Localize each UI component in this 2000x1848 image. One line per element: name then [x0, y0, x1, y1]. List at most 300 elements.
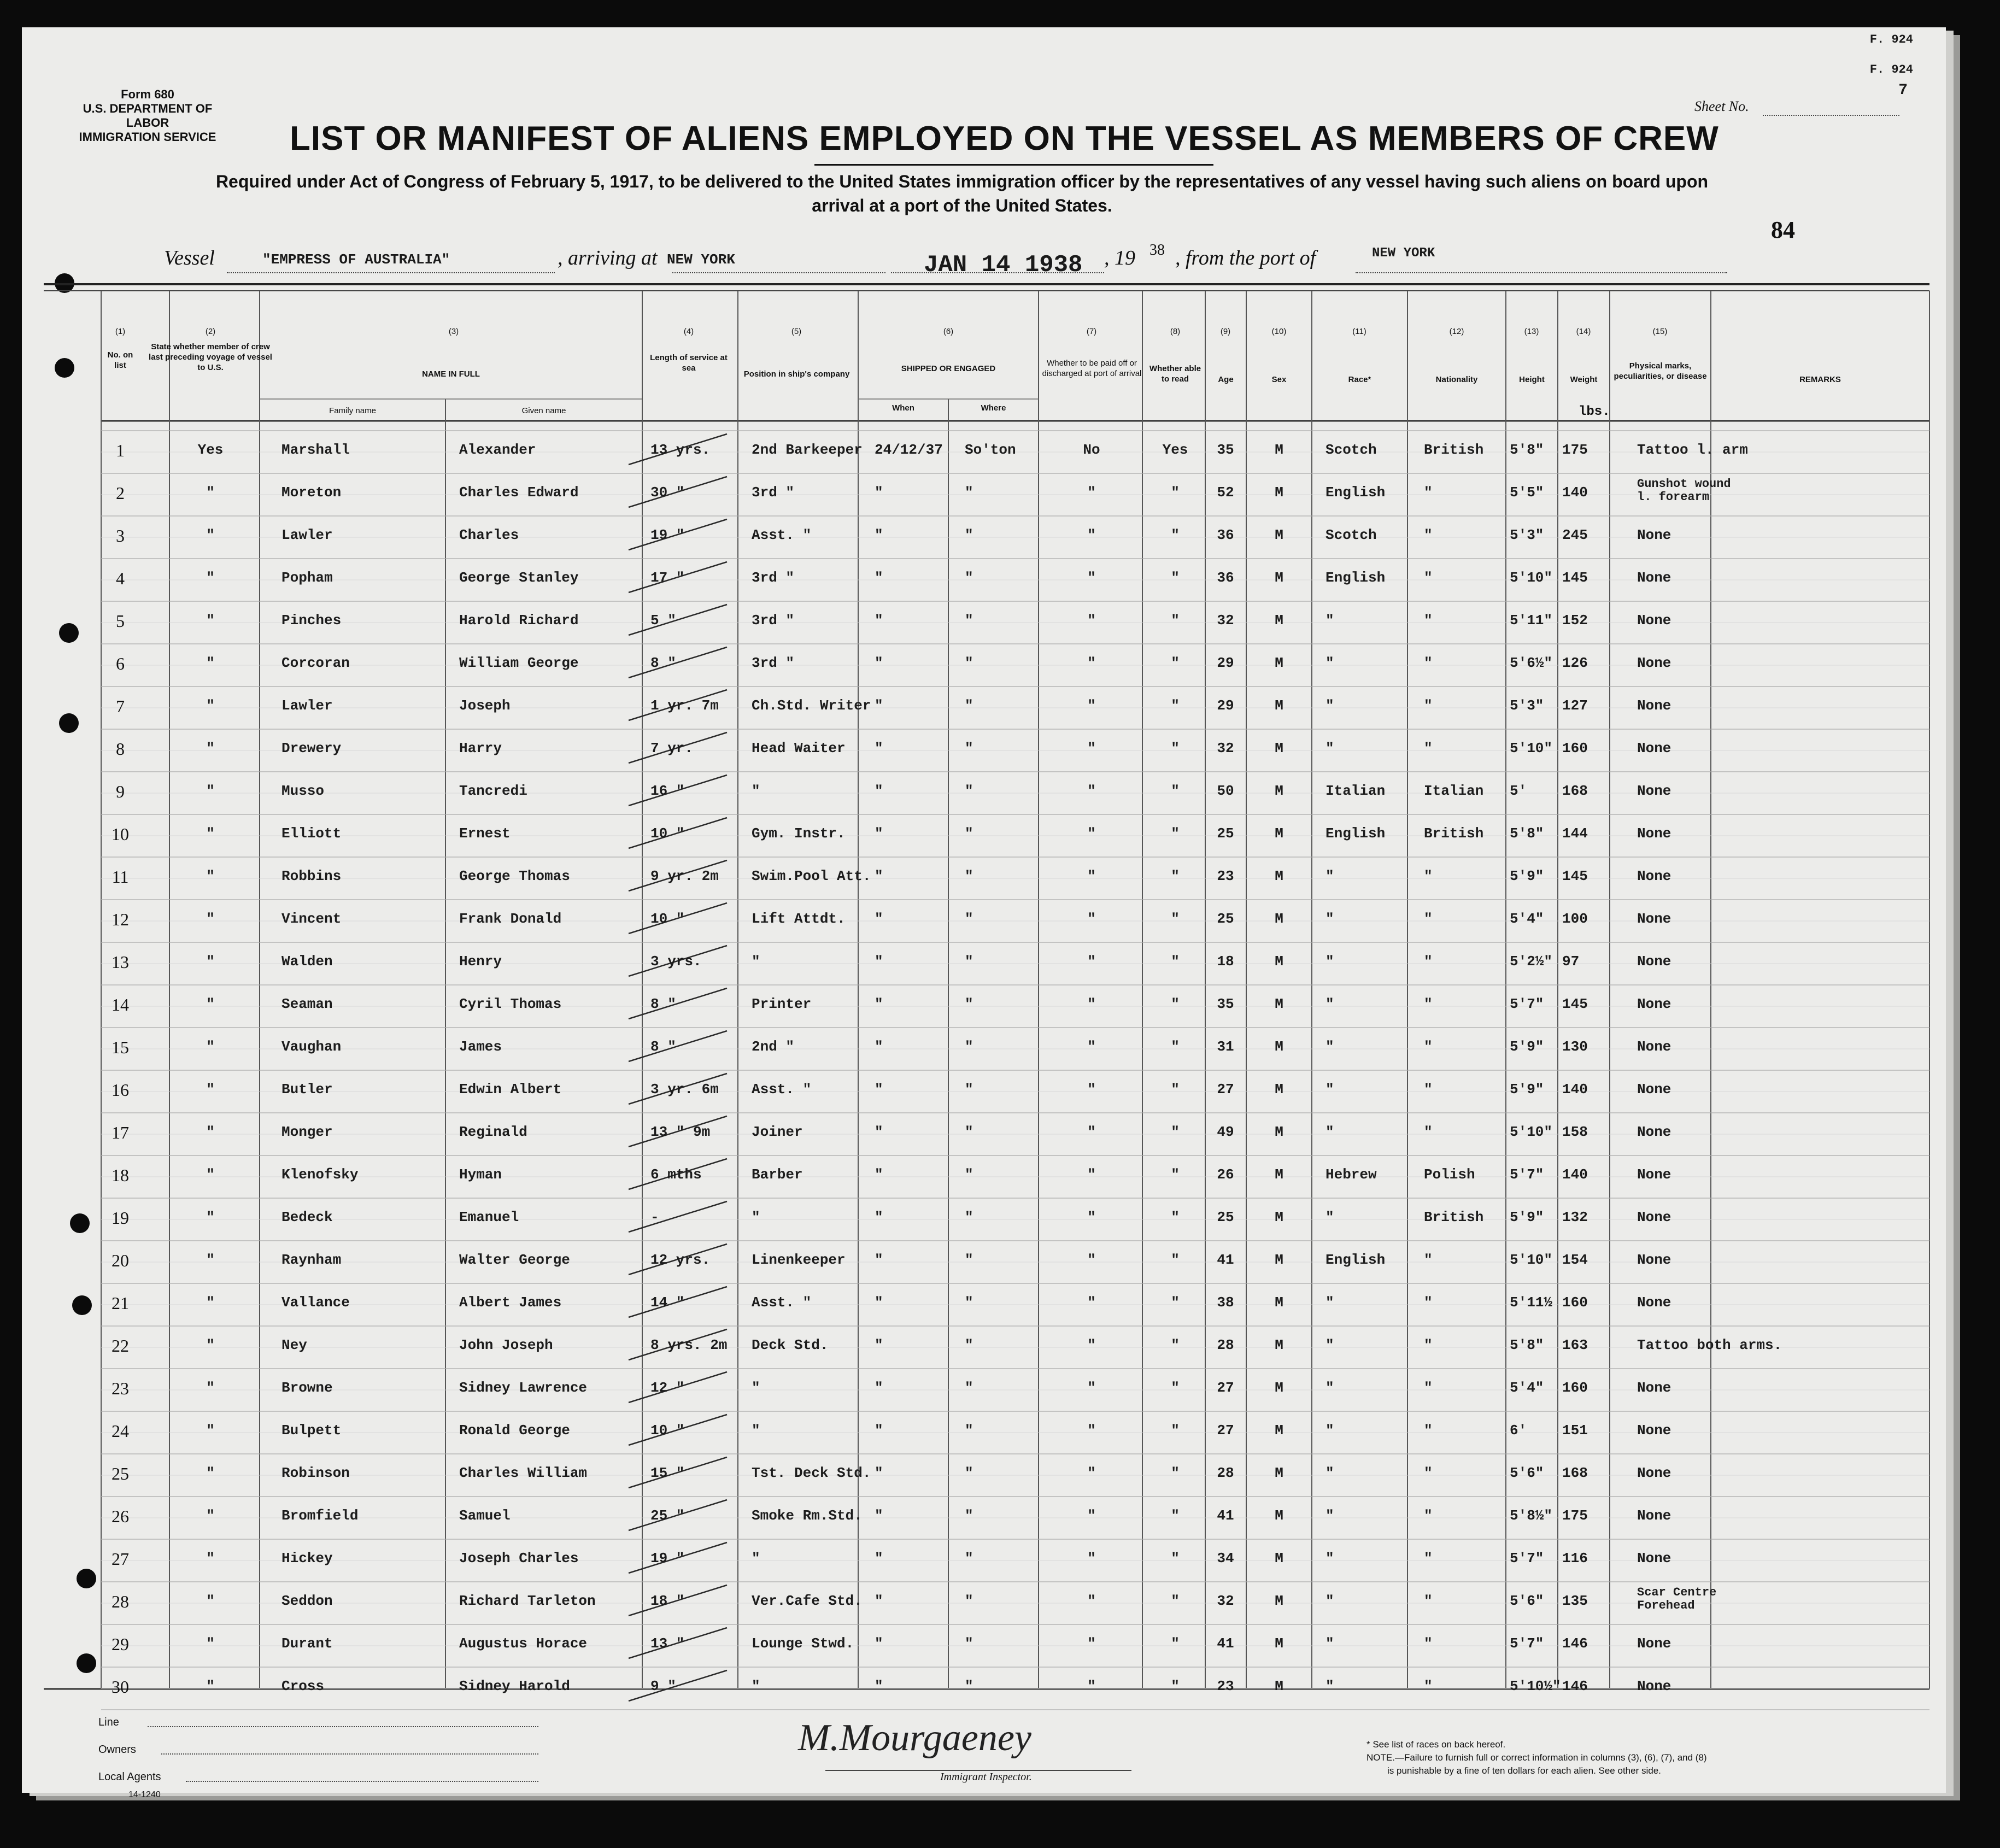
- cell-position: ": [752, 1550, 760, 1567]
- row-number: 17: [112, 1123, 129, 1142]
- cell-given: Samuel: [459, 1507, 511, 1524]
- cell-position: Smoke Rm.Std.: [752, 1507, 863, 1524]
- cell-when: ": [875, 1166, 883, 1183]
- cell-marks: None: [1637, 996, 1671, 1012]
- cell-race: English: [1325, 484, 1386, 501]
- cell-weight: 160: [1562, 740, 1588, 756]
- cell-weight: 146: [1562, 1678, 1588, 1694]
- cell-weight: 168: [1562, 1465, 1588, 1481]
- row-number: 15: [112, 1037, 129, 1057]
- cell-read: ": [1171, 1507, 1180, 1524]
- cell-sex: M: [1275, 953, 1283, 970]
- cell-where: ": [965, 1465, 973, 1481]
- cell-weight: 144: [1562, 825, 1588, 842]
- cell-family: Robinson: [281, 1465, 350, 1481]
- cell-weight: 151: [1562, 1422, 1588, 1439]
- cell-read: ": [1171, 1593, 1180, 1609]
- cell-when: 24/12/37: [875, 442, 943, 458]
- cell-read: ": [1171, 1081, 1180, 1098]
- header-race: Race*: [1348, 375, 1371, 384]
- cell-age: 35: [1217, 442, 1234, 458]
- cell-nat: ": [1424, 612, 1433, 629]
- cell-height: 5'4": [1510, 1380, 1544, 1396]
- cell-age: 38: [1217, 1294, 1234, 1311]
- row-number: 10: [112, 824, 129, 844]
- cell-height: 5'4": [1510, 911, 1544, 927]
- column-number: (6): [943, 327, 954, 336]
- cell-family: Lawler: [281, 697, 333, 714]
- cell-where: ": [965, 1209, 973, 1225]
- print-code: 14-1240: [128, 1790, 161, 1799]
- cell-read: ": [1171, 697, 1180, 714]
- cell-family: Moreton: [281, 484, 342, 501]
- cell-paid: ": [1087, 484, 1096, 501]
- from-port-label: , from the port of: [1175, 247, 1316, 269]
- cell-prev: ": [206, 527, 215, 543]
- cell-given: John Joseph: [459, 1337, 553, 1353]
- cell-height: 5'10": [1510, 570, 1553, 586]
- row-number: 19: [112, 1208, 129, 1228]
- cell-marks: Scar Centre Forehead: [1637, 1586, 1717, 1612]
- form-stamp-second: F. 924: [1869, 63, 1913, 77]
- cell-height: 5'9": [1510, 1209, 1544, 1225]
- cell-service: 17 ": [650, 570, 685, 586]
- cell-marks: None: [1637, 740, 1671, 756]
- header-where: Where: [981, 403, 1006, 413]
- cell-sex: M: [1275, 868, 1283, 884]
- cell-nat: ": [1424, 996, 1433, 1012]
- cell-service: 13 ": [650, 1635, 685, 1652]
- cell-nat: ": [1424, 1124, 1433, 1140]
- cell-position: Swim.Pool Att.: [752, 868, 871, 884]
- cell-paid: No: [1083, 442, 1100, 458]
- row-number: 12: [112, 910, 129, 929]
- cell-prev: ": [206, 570, 215, 586]
- cell-position: Joiner: [752, 1124, 803, 1140]
- cell-family: Bromfield: [281, 1507, 359, 1524]
- cell-where: ": [965, 1422, 973, 1439]
- cell-sex: M: [1275, 783, 1283, 799]
- cell-height: 5'10": [1510, 1252, 1553, 1268]
- cell-service: 10 ": [650, 1422, 685, 1439]
- cell-marks: None: [1637, 1039, 1671, 1055]
- sheet-label: Sheet No.: [1694, 98, 1749, 114]
- table-grid: [22, 27, 1946, 1793]
- cell-marks: None: [1637, 1081, 1671, 1098]
- cell-sex: M: [1275, 1294, 1283, 1311]
- cell-weight: 145: [1562, 996, 1588, 1012]
- row-number: 29: [112, 1634, 129, 1654]
- cell-given: James: [459, 1039, 502, 1055]
- cell-where: ": [965, 868, 973, 884]
- cell-read: ": [1171, 570, 1180, 586]
- cell-prev: ": [206, 911, 215, 927]
- cell-given: Harold Richard: [459, 612, 579, 629]
- cell-nat: ": [1424, 1678, 1433, 1694]
- header-given-name: Given name: [521, 406, 566, 415]
- cell-when: ": [875, 1465, 883, 1481]
- cell-when: ": [875, 1593, 883, 1609]
- header-name-in-full: NAME IN FULL: [422, 369, 480, 379]
- cell-weight: 163: [1562, 1337, 1588, 1353]
- local-agents-label: Local Agents: [98, 1771, 161, 1783]
- cell-prev: ": [206, 1124, 215, 1140]
- cell-nat: Polish: [1424, 1166, 1475, 1183]
- cell-nat: ": [1424, 1380, 1433, 1396]
- cell-marks: None: [1637, 1380, 1671, 1396]
- header-no-on-list: No. on list: [107, 350, 133, 370]
- cell-age: 36: [1217, 570, 1234, 586]
- cell-family: Bedeck: [281, 1209, 333, 1225]
- subtitle-line-2: arrival at a port of the United States.: [812, 196, 1112, 215]
- row-number: 22: [112, 1336, 129, 1356]
- cell-age: 27: [1217, 1380, 1234, 1396]
- cell-given: Joseph Charles: [459, 1550, 579, 1567]
- row-number: 27: [112, 1549, 129, 1569]
- cell-read: ": [1171, 1635, 1180, 1652]
- cell-service: 19 ": [650, 527, 685, 543]
- arriving-port: NEW YORK: [667, 251, 735, 268]
- cell-paid: ": [1087, 953, 1096, 970]
- cell-paid: ": [1087, 911, 1096, 927]
- cell-sex: M: [1275, 1209, 1283, 1225]
- cell-where: ": [965, 1166, 973, 1183]
- cell-given: Sidney Harold: [459, 1678, 570, 1694]
- cell-given: Sidney Lawrence: [459, 1380, 588, 1396]
- cell-given: Ernest: [459, 825, 511, 842]
- cell-paid: ": [1087, 1124, 1096, 1140]
- cell-given: Alexander: [459, 442, 536, 458]
- cell-service: 6 mths: [650, 1166, 702, 1183]
- cell-service: 19 ": [650, 1550, 685, 1567]
- cell-service: 25 ": [650, 1507, 685, 1524]
- form-number: Form 680: [121, 87, 174, 101]
- cell-height: 5'5": [1510, 484, 1544, 501]
- cell-read: ": [1171, 911, 1180, 927]
- cell-where: ": [965, 484, 973, 501]
- cell-prev: ": [206, 1166, 215, 1183]
- cell-height: 6': [1510, 1422, 1527, 1439]
- grid-line: [629, 605, 727, 635]
- cell-position: ": [752, 783, 760, 799]
- cell-service: 9 ": [650, 1678, 676, 1694]
- row-number: 28: [112, 1592, 129, 1611]
- cell-weight: 160: [1562, 1380, 1588, 1396]
- cell-where: ": [965, 740, 973, 756]
- cell-weight: 175: [1562, 442, 1588, 458]
- cell-marks: None: [1637, 1252, 1671, 1268]
- cell-position: Printer: [752, 996, 812, 1012]
- cell-marks: None: [1637, 697, 1671, 714]
- cell-prev: ": [206, 740, 215, 756]
- year-prefix: , 19: [1104, 247, 1135, 269]
- cell-sex: M: [1275, 612, 1283, 629]
- cell-sex: M: [1275, 1337, 1283, 1353]
- cell-position: Barber: [752, 1166, 803, 1183]
- cell-service: 13 yrs.: [650, 442, 711, 458]
- cell-weight: 160: [1562, 1294, 1588, 1311]
- cell-race: ": [1325, 740, 1334, 756]
- cell-prev: ": [206, 996, 215, 1012]
- cell-race: Italian: [1325, 783, 1386, 799]
- cell-when: ": [875, 1337, 883, 1353]
- cell-when: ": [875, 911, 883, 927]
- cell-age: 50: [1217, 783, 1234, 799]
- cell-age: 41: [1217, 1252, 1234, 1268]
- row-number: 24: [112, 1421, 129, 1441]
- cell-position: 3rd ": [752, 655, 795, 671]
- cell-paid: ": [1087, 1507, 1096, 1524]
- cell-prev: ": [206, 655, 215, 671]
- cell-service: 30 ": [650, 484, 685, 501]
- cell-family: Ney: [281, 1337, 307, 1353]
- cell-age: 25: [1217, 1209, 1234, 1225]
- cell-weight: 146: [1562, 1635, 1588, 1652]
- cell-marks: None: [1637, 825, 1671, 842]
- cell-nat: ": [1424, 1550, 1433, 1567]
- cell-family: Elliott: [281, 825, 342, 842]
- cell-read: ": [1171, 484, 1180, 501]
- cell-position: Linenkeeper: [752, 1252, 846, 1268]
- cell-race: ": [1325, 655, 1334, 671]
- cell-family: Monger: [281, 1124, 333, 1140]
- manifest-sheet: [22, 27, 1946, 1799]
- cell-service: 18 ": [650, 1593, 685, 1609]
- cell-read: ": [1171, 1678, 1180, 1694]
- cell-paid: ": [1087, 1081, 1096, 1098]
- cell-weight: 140: [1562, 1081, 1588, 1098]
- cell-given: Richard Tarleton: [459, 1593, 596, 1609]
- cell-paid: ": [1087, 1550, 1096, 1567]
- cell-race: ": [1325, 1465, 1334, 1481]
- row-number: 11: [112, 867, 129, 887]
- column-number: (14): [1576, 327, 1591, 336]
- cell-nat: Italian: [1424, 783, 1484, 799]
- cell-when: ": [875, 1124, 883, 1140]
- cell-family: Cross: [281, 1678, 325, 1694]
- cell-height: 5'6": [1510, 1593, 1544, 1609]
- cell-marks: Tattoo both arms.: [1637, 1337, 1782, 1353]
- cell-paid: ": [1087, 996, 1096, 1012]
- cell-prev: ": [206, 825, 215, 842]
- cell-age: 25: [1217, 825, 1234, 842]
- row-number: 6: [116, 654, 125, 673]
- cell-where: ": [965, 1124, 973, 1140]
- cell-service: 13 " 9m: [650, 1124, 711, 1140]
- cell-paid: ": [1087, 1465, 1096, 1481]
- cell-height: 5': [1510, 783, 1527, 799]
- header-when: When: [892, 403, 914, 413]
- cell-prev: ": [206, 1507, 215, 1524]
- column-number: (2): [205, 327, 216, 336]
- cell-when: ": [875, 1294, 883, 1311]
- cell-position: ": [752, 953, 760, 970]
- cell-position: Lift Attdt.: [752, 911, 846, 927]
- cell-height: 5'8": [1510, 1337, 1544, 1353]
- cell-weight: 145: [1562, 868, 1588, 884]
- cell-race: ": [1325, 868, 1334, 884]
- cell-position: Ch.Std. Writer: [752, 697, 871, 714]
- cell-weight: 97: [1562, 953, 1580, 970]
- cell-nat: ": [1424, 1507, 1433, 1524]
- inspector-label: Immigrant Inspector.: [940, 1771, 1032, 1783]
- cell-nat: ": [1424, 1039, 1433, 1055]
- cell-marks: None: [1637, 1550, 1671, 1567]
- cell-paid: ": [1087, 1252, 1096, 1268]
- cell-given: Charles Edward: [459, 484, 579, 501]
- cell-age: 32: [1217, 1593, 1234, 1609]
- cell-position: Head Waiter: [752, 740, 846, 756]
- cell-where: ": [965, 612, 973, 629]
- cell-where: ": [965, 697, 973, 714]
- header-paid-off: Whether to be paid off or discharged at port of arrival: [1042, 359, 1142, 378]
- cell-height: 5'8": [1510, 825, 1544, 842]
- cell-marks: None: [1637, 1166, 1671, 1183]
- column-number: (15): [1652, 327, 1668, 336]
- cell-when: ": [875, 1252, 883, 1268]
- cell-age: 52: [1217, 484, 1234, 501]
- cell-when: ": [875, 1507, 883, 1524]
- row-number: 9: [116, 782, 125, 801]
- row-number: 16: [112, 1080, 129, 1100]
- cell-paid: ": [1087, 697, 1096, 714]
- cell-marks: None: [1637, 655, 1671, 671]
- cell-height: 5'7": [1510, 1166, 1544, 1183]
- cell-when: ": [875, 868, 883, 884]
- cell-service: 8 ": [650, 655, 676, 671]
- year-suffix: 38: [1149, 242, 1165, 259]
- cell-race: ": [1325, 1593, 1334, 1609]
- cell-when: ": [875, 825, 883, 842]
- line-label: Line: [98, 1716, 119, 1728]
- cell-service: -: [650, 1209, 659, 1225]
- vessel-label: Vessel: [164, 247, 215, 269]
- cell-read: ": [1171, 1124, 1180, 1140]
- column-number: (12): [1449, 327, 1464, 336]
- cell-marks: None: [1637, 1209, 1671, 1225]
- cell-where: ": [965, 911, 973, 927]
- cell-family: Raynham: [281, 1252, 342, 1268]
- cell-nat: ": [1424, 527, 1433, 543]
- cell-height: 5'8": [1510, 442, 1544, 458]
- cell-read: ": [1171, 868, 1180, 884]
- row-number: 30: [112, 1677, 129, 1697]
- cell-paid: ": [1087, 740, 1096, 756]
- cell-prev: ": [206, 1209, 215, 1225]
- cell-when: ": [875, 1081, 883, 1098]
- cell-sex: M: [1275, 1550, 1283, 1567]
- cell-read: ": [1171, 783, 1180, 799]
- cell-when: ": [875, 1380, 883, 1396]
- cell-prev: ": [206, 1294, 215, 1311]
- cell-given: Henry: [459, 953, 502, 970]
- cell-service: 1 yr. 7m: [650, 697, 719, 714]
- cell-race: ": [1325, 1380, 1334, 1396]
- cell-age: 31: [1217, 1039, 1234, 1055]
- cell-given: Joseph: [459, 697, 511, 714]
- cell-age: 26: [1217, 1166, 1234, 1183]
- cell-paid: ": [1087, 1337, 1096, 1353]
- cell-when: ": [875, 953, 883, 970]
- cell-paid: ": [1087, 1422, 1096, 1439]
- cell-read: ": [1171, 612, 1180, 629]
- cell-family: Bulpett: [281, 1422, 342, 1439]
- cell-when: ": [875, 1550, 883, 1567]
- column-number: (10): [1271, 327, 1287, 336]
- cell-marks: None: [1637, 1635, 1671, 1652]
- cell-given: Albert James: [459, 1294, 562, 1311]
- inspector-signature: M.Mourgaeney: [798, 1717, 1031, 1759]
- cell-age: 23: [1217, 1678, 1234, 1694]
- cell-service: 7 yr.: [650, 740, 694, 756]
- cell-race: ": [1325, 1039, 1334, 1055]
- cell-when: ": [875, 1678, 883, 1694]
- cell-prev: ": [206, 1039, 215, 1055]
- cell-age: 49: [1217, 1124, 1234, 1140]
- cell-nat: ": [1424, 1422, 1433, 1439]
- cell-paid: ": [1087, 1380, 1096, 1396]
- cell-given: Charles William: [459, 1465, 588, 1481]
- header-able-read: Whether able to read: [1149, 364, 1201, 384]
- cell-sex: M: [1275, 1380, 1283, 1396]
- cell-position: Deck Std.: [752, 1337, 829, 1353]
- cell-family: Musso: [281, 783, 325, 799]
- row-number: 13: [112, 952, 129, 972]
- cell-service: 15 ": [650, 1465, 685, 1481]
- cell-position: 3rd ": [752, 570, 795, 586]
- vessel-name: "EMPRESS OF AUSTRALIA": [262, 251, 450, 268]
- cell-marks: None: [1637, 612, 1671, 629]
- cell-when: ": [875, 740, 883, 756]
- cell-position: Asst. ": [752, 527, 812, 543]
- cell-marks: None: [1637, 1465, 1671, 1481]
- row-number: 20: [112, 1251, 129, 1270]
- cell-given: Harry: [459, 740, 502, 756]
- cell-given: Frank Donald: [459, 911, 562, 927]
- cell-given: George Stanley: [459, 570, 579, 586]
- cell-marks: None: [1637, 1678, 1671, 1694]
- cell-race: ": [1325, 1124, 1334, 1140]
- cell-read: ": [1171, 1166, 1180, 1183]
- cell-where: ": [965, 996, 973, 1012]
- cell-height: 5'3": [1510, 527, 1544, 543]
- cell-race: ": [1325, 1422, 1334, 1439]
- row-number: 14: [112, 995, 129, 1014]
- cell-race: ": [1325, 1294, 1334, 1311]
- cell-family: Butler: [281, 1081, 333, 1098]
- row-number: 18: [112, 1165, 129, 1185]
- cell-service: 10 ": [650, 911, 685, 927]
- cell-position: Asst. ": [752, 1294, 812, 1311]
- cell-where: ": [965, 1678, 973, 1694]
- header-length-service: Length of service at sea: [650, 353, 728, 373]
- cell-weight: 132: [1562, 1209, 1588, 1225]
- subtitle-line-1: Required under Act of Congress of February 5, 1917, to be delivered to the United States immigration officer by the representatives of any vessel having such aliens on board upon: [215, 172, 1709, 191]
- cell-prev: ": [206, 1593, 215, 1609]
- footnotes: [1366, 1738, 1707, 1777]
- cell-race: English: [1325, 825, 1386, 842]
- cell-where: ": [965, 1252, 973, 1268]
- cell-paid: ": [1087, 1166, 1096, 1183]
- column-number: (7): [1086, 327, 1097, 336]
- cell-race: Hebrew: [1325, 1166, 1377, 1183]
- header-age: Age: [1218, 375, 1234, 384]
- cell-height: 5'11": [1510, 612, 1553, 629]
- cell-when: ": [875, 783, 883, 799]
- cell-weight: 116: [1562, 1550, 1588, 1567]
- cell-service: 3 yrs.: [650, 953, 702, 970]
- weight-unit: lbs.: [1579, 404, 1610, 419]
